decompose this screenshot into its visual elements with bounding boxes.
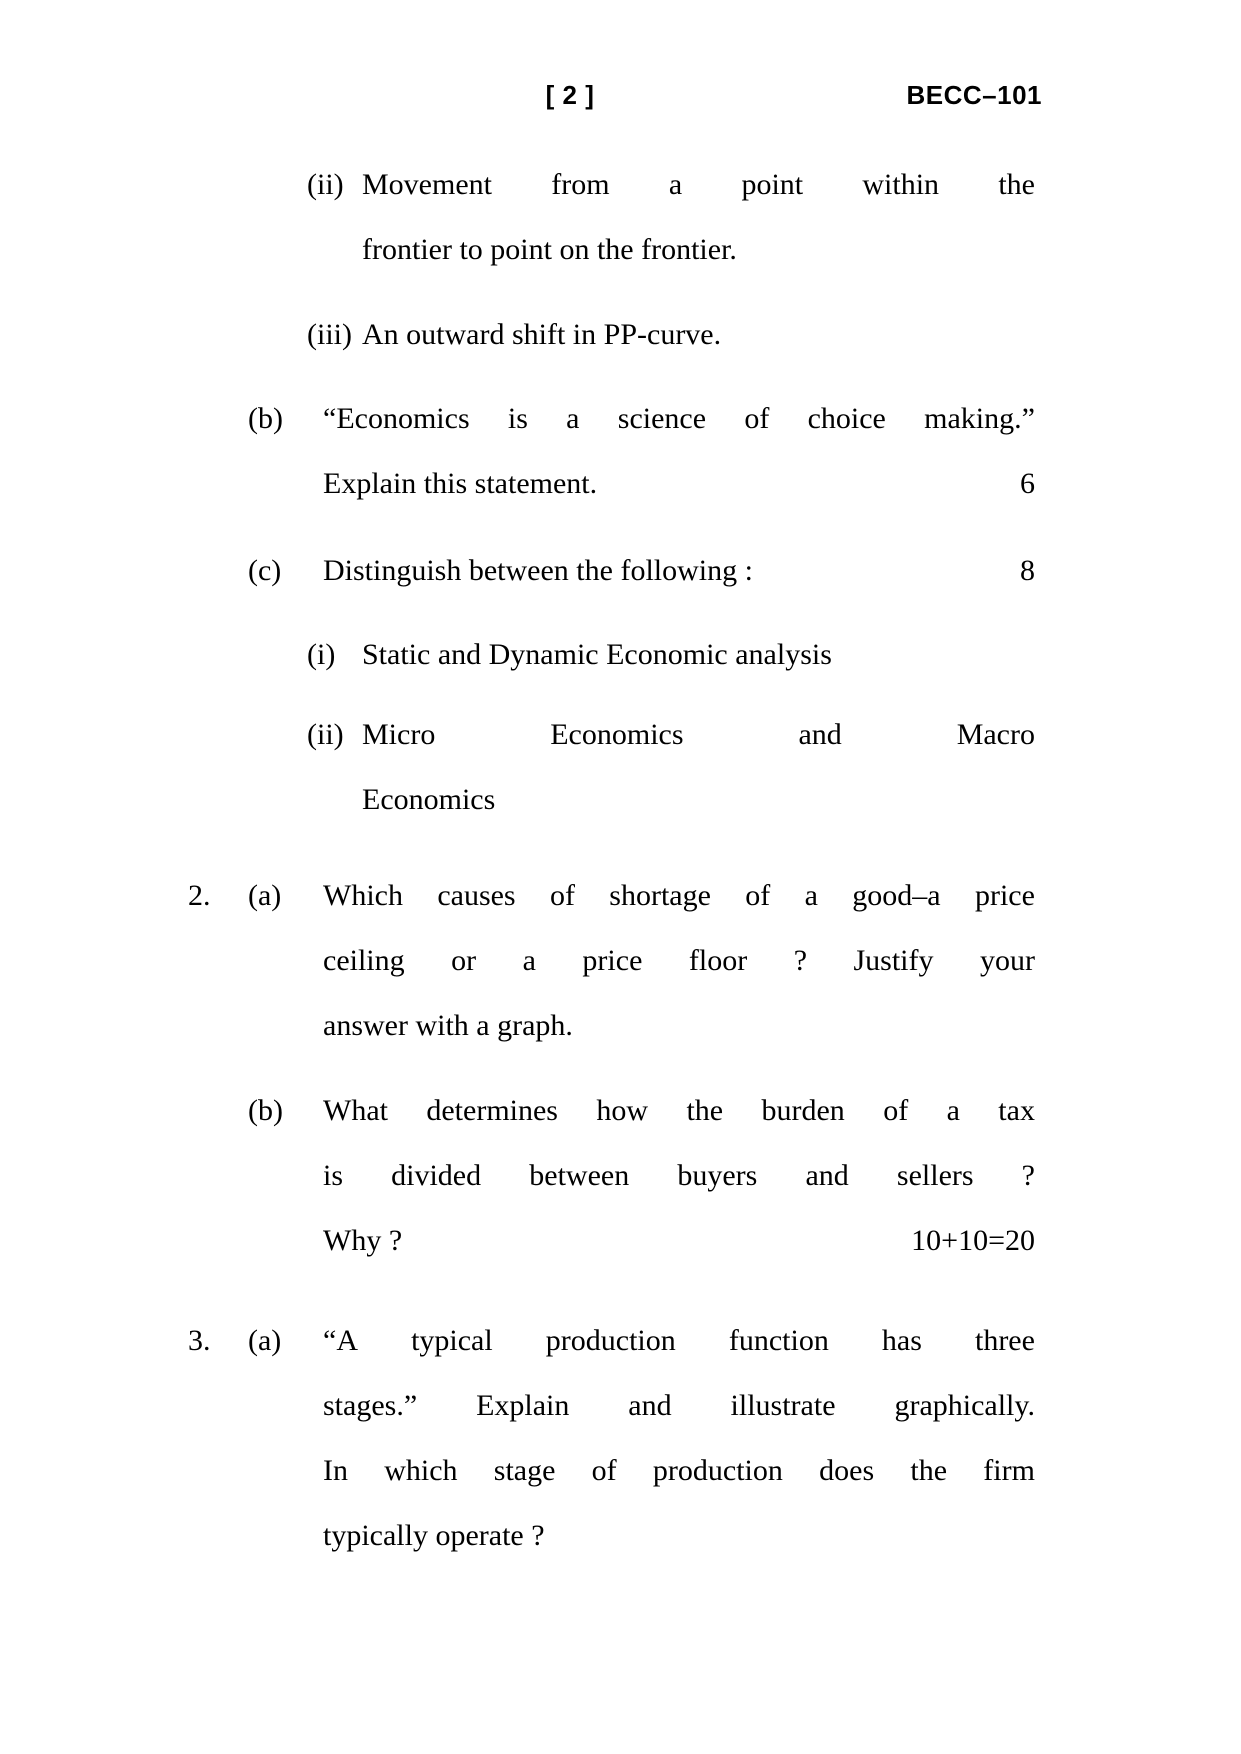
- item-label: (i): [307, 638, 336, 671]
- text-line: Economics: [362, 783, 496, 816]
- text-line: “A typical production function has three: [323, 1324, 1035, 1357]
- text-line: In which stage of production does the firm: [323, 1454, 1035, 1487]
- line-text: Distinguish between the following :: [323, 554, 753, 587]
- text-line: Micro Economics and Macro: [362, 718, 1035, 751]
- text-line: Which causes of shortage of a good–a price: [323, 879, 1035, 912]
- item-label: (b): [248, 402, 283, 435]
- text-line: answer with a graph.: [323, 1009, 573, 1042]
- text-line: stages.” Explain and illustrate graphically.: [323, 1389, 1035, 1422]
- course-code: BECC–101: [906, 80, 1042, 110]
- text-line: An outward shift in PP-curve.: [362, 318, 722, 351]
- marks-value: 10+10=20: [911, 1224, 1035, 1257]
- text-line: Static and Dynamic Economic analysis: [362, 638, 832, 671]
- item-text: [323, 863, 1035, 1058]
- question-number: 3.: [188, 1324, 211, 1357]
- item-text: [323, 386, 1035, 516]
- item-text: [362, 302, 1035, 367]
- text-line: ceiling or a price floor ? Justify your: [323, 944, 1035, 977]
- text-line: is divided between buyers and sellers ?: [323, 1159, 1035, 1192]
- text-line: frontier to point on the frontier.: [362, 233, 737, 266]
- item-label: (c): [248, 554, 282, 587]
- text-line: “Economics is a science of choice making.”: [323, 402, 1035, 435]
- text-line-with-marks: [323, 1208, 1035, 1273]
- item-text: [362, 702, 1035, 832]
- item-text: [323, 538, 1035, 603]
- marks-value: 6: [1020, 467, 1035, 500]
- item-text: [323, 1308, 1035, 1568]
- text-line-with-marks: [323, 451, 1035, 516]
- item-label: (b): [248, 1094, 283, 1127]
- text-line-with-marks: [323, 538, 1035, 603]
- item-label: (a): [248, 879, 282, 912]
- item-text: [362, 152, 1035, 282]
- item-label: (ii): [307, 168, 344, 201]
- text-line: Movement from a point within the: [362, 168, 1035, 201]
- item-label: (iii): [307, 318, 352, 351]
- marks-value: 8: [1020, 554, 1035, 587]
- question-number: 2.: [188, 879, 211, 912]
- item-text: [362, 622, 1035, 687]
- line-text: Why ?: [323, 1224, 403, 1257]
- item-label: (ii): [307, 718, 344, 751]
- item-label: (a): [248, 1324, 282, 1357]
- text-line: What determines how the burden of a tax: [323, 1094, 1035, 1127]
- text-line: typically operate ?: [323, 1519, 545, 1552]
- line-text: Explain this statement.: [323, 467, 598, 500]
- page-number: [ 2 ]: [545, 80, 595, 110]
- item-text: [323, 1078, 1035, 1273]
